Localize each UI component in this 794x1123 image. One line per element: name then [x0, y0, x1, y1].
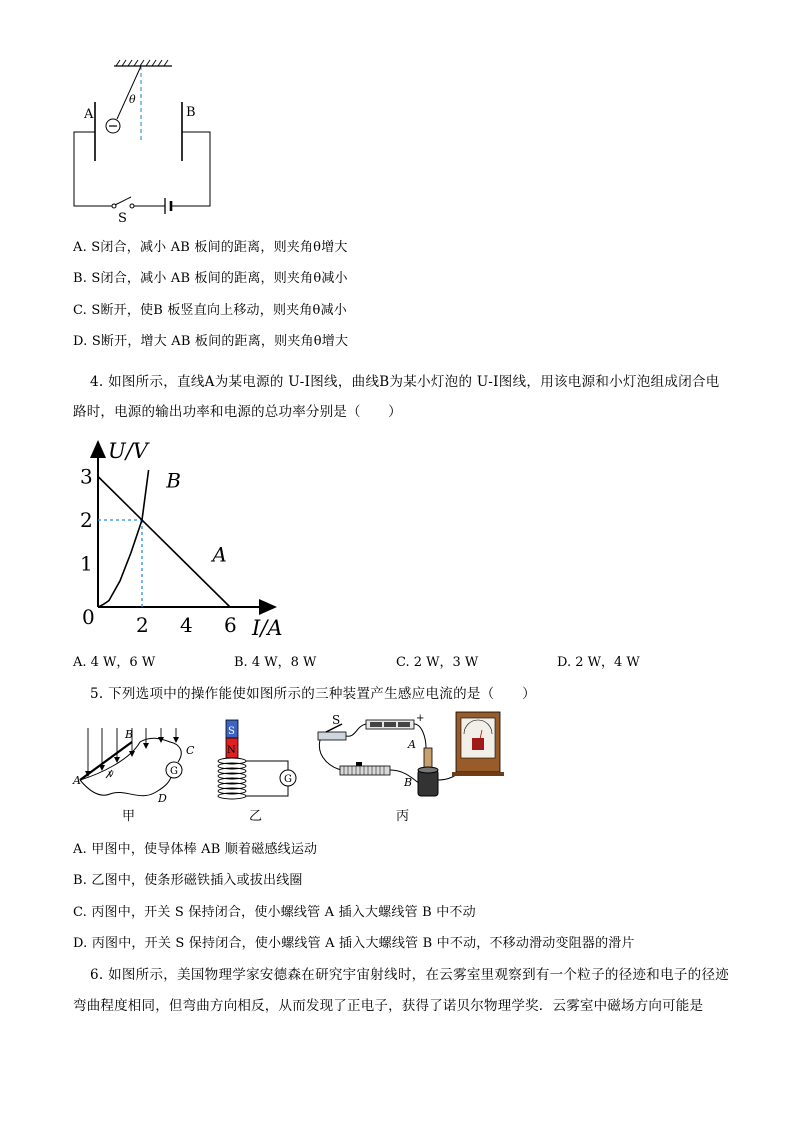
origin-label: 0 — [82, 605, 95, 629]
q6-stem-line1: 6. 如图所示，美国物理学家安德森在研究宇宙射线时，在云雾室里观察到有一个粒子的径迹和电子的径迹 — [90, 967, 730, 983]
q3-option-d: D. S断开，增大 AB 板间的距离，则夹角θ增大 — [73, 334, 349, 349]
q5-option-b: B. 乙图中，使条形磁铁插入或拔出线圈 — [73, 873, 303, 888]
caption-bing: 丙 — [396, 809, 410, 824]
ui-graph-chart — [70, 430, 290, 645]
caption-yi: 乙 — [249, 809, 263, 824]
q4-option-a: A. 4 W，6 W — [73, 655, 156, 670]
figure-jia — [70, 722, 200, 824]
svg-text:+: + — [416, 713, 425, 724]
caption-jia: 甲 — [122, 809, 136, 824]
svg-text:v: v — [108, 769, 114, 780]
q4-stem-line2: 路时，电源的输出功率和电源的总功率分别是（ ） — [73, 404, 402, 420]
q3-option-c: C. S断开，使B 板竖直向上移动，则夹角θ减小 — [73, 303, 347, 318]
svg-text:G: G — [284, 774, 292, 785]
y-tick-label: 3 — [80, 464, 93, 489]
svg-text:B: B — [404, 776, 413, 789]
svg-text:S: S — [228, 726, 235, 737]
series-B-label: B — [166, 468, 181, 493]
q3-option-b: B. S闭合，减小 AB 板间的距离，则夹角θ减小 — [73, 271, 348, 286]
x-axis-label: I/A — [252, 616, 283, 640]
series-B-line — [98, 470, 149, 607]
y-tick-label: 1 — [80, 551, 93, 576]
q4-option-b: B. 4 W，8 W — [234, 655, 317, 670]
svg-text:A: A — [408, 738, 416, 751]
x-tick-label: 2 — [136, 613, 149, 637]
q5-option-a: A. 甲图中，使导体棒 AB 顺着磁感线运动 — [73, 842, 318, 857]
x-tick-label: 4 — [180, 613, 193, 637]
q4-option-c: C. 2 W，3 W — [396, 655, 479, 670]
svg-text:B: B — [125, 728, 134, 741]
y-axis-label: U/V — [108, 439, 148, 463]
svg-text:S: S — [332, 713, 341, 727]
x-tick-label: 6 — [224, 613, 237, 637]
series-A-label: A — [212, 542, 227, 567]
q4-stem-line1: 4. 如图所示，直线A为某电源的 U-I图线，曲线B为某小灯泡的 U-I图线，用该电源和小灯泡组成闭合电 — [90, 374, 720, 390]
plate-b-label: B — [186, 105, 196, 120]
switch-s-label: S — [118, 211, 127, 226]
q5-stem: 5. 下列选项中的操作能使如图所示的三种装置产生感应电流的是（ ） — [90, 686, 536, 702]
svg-text:C: C — [186, 744, 195, 757]
q5-option-c: C. 丙图中，开关 S 保持闭合，使小螺线管 A 插入大螺线管 B 中不动 — [73, 905, 476, 920]
q4-option-d: D. 2 W，4 W — [557, 655, 640, 670]
galvanometer-g-label: G — [170, 766, 178, 777]
q5-option-d: D. 丙图中，开关 S 保持闭合，使小螺线管 A 插入大螺线管 B 中不动，不移动滑动变阻器的滑片 — [73, 936, 635, 951]
capacitor-pendulum-figure — [68, 58, 218, 226]
q3-option-a: A. S闭合，减小 AB 板间的距离，则夹角θ增大 — [73, 240, 348, 255]
plate-a-label: A — [84, 107, 94, 122]
q6-stem-line2: 弯曲程度相同，但弯曲方向相反，从而发现了正电子，获得了诺贝尔物理学奖．云雾室中磁场方向可能是 — [73, 998, 704, 1014]
svg-text:N: N — [227, 745, 236, 756]
series-A-line — [98, 477, 230, 608]
figure-yi — [212, 716, 307, 826]
figure-bing — [312, 708, 507, 828]
svg-text:D: D — [158, 792, 167, 805]
theta-label: θ — [129, 93, 136, 106]
y-tick-label: 2 — [80, 508, 93, 532]
svg-text:A: A — [73, 774, 81, 787]
